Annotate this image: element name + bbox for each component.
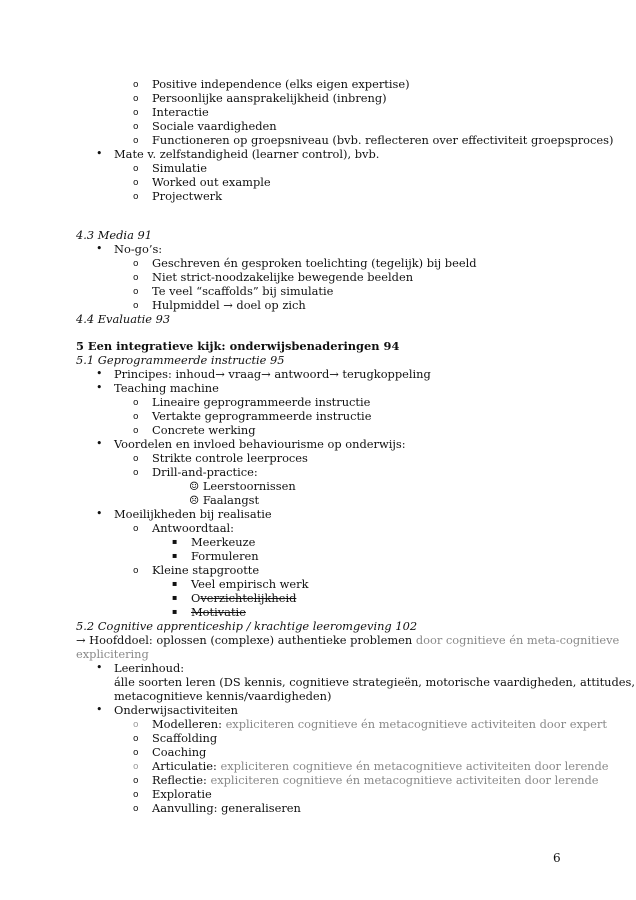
list-item [152, 717, 607, 731]
list-item: Projectwerk [152, 189, 223, 203]
dot-bullet: • [96, 437, 103, 450]
section-heading: 4.3 Media 91 [76, 228, 152, 242]
list-item: Sociale vaardigheden [152, 119, 277, 133]
grey-text: expliciteren cognitieve én metacognitieve activiteiten door expert [225, 717, 607, 731]
list-item: Scaffolding [152, 731, 218, 745]
list-item: Concrete werking [152, 423, 256, 437]
list-item: Moeilijkheden bij realisatie [114, 507, 272, 521]
list-item-label: Articulatie: [152, 759, 221, 773]
list-item: Kleine stapgrootte [152, 563, 260, 577]
list-item: Persoonlijke aansprakelijkheid (inbreng) [152, 91, 387, 105]
circle-bullet: o [133, 524, 139, 534]
list-item: Te veel “scaffolds” bij simulatie [152, 284, 334, 298]
list-item: Niet strict-noodzakelijke bewegende beelden [152, 270, 414, 284]
circle-bullet: o [133, 192, 139, 202]
grey-text: door cognitieve én meta-cognitieve [415, 633, 620, 647]
strikethrough-text: verzichtelijkheid [200, 591, 297, 605]
paragraph [76, 633, 619, 647]
square-bullet: ▪ [172, 593, 178, 602]
circle-bullet: o [133, 108, 139, 118]
circle-bullet: o [133, 122, 139, 132]
list-item: Veel empirisch werk [191, 577, 309, 591]
circle-bullet: o [133, 301, 139, 311]
circle-bullet: o [133, 136, 139, 146]
dot-bullet: • [96, 661, 103, 674]
grey-text: expliciteren cognitieve én metacognitieve activiteiten door lerende [210, 773, 599, 787]
circle-bullet: o [133, 468, 139, 478]
list-item: metacognitieve kennis/vaardigheden) [114, 689, 332, 703]
square-bullet: ▪ [172, 537, 178, 546]
dot-bullet: • [96, 367, 103, 380]
circle-bullet: o [133, 80, 139, 90]
circle-bullet: o [133, 720, 139, 730]
list-item-label: Reflectie: [152, 773, 211, 787]
circle-bullet: o [133, 412, 139, 422]
grey-text: explicitering [76, 647, 149, 661]
list-item: Voordelen en invloed behaviourisme op onderwijs: [114, 437, 406, 451]
list-item [152, 773, 599, 787]
list-item: ☹ Faalangst [189, 493, 260, 507]
list-item: Geschreven én gesproken toelichting (tegelijk) bij beeld [152, 256, 477, 270]
circle-bullet: o [133, 178, 139, 188]
section-heading: 5.1 Geprogrammeerde instructie 95 [76, 353, 285, 367]
list-item: Simulatie [152, 161, 207, 175]
list-item: Hulpmiddel → doel op zich [152, 298, 306, 312]
paragraph-text: → Hoofddoel: oplossen (complexe) authentieke problemen [76, 633, 416, 647]
list-item: Functioneren op groepsniveau (bvb. reflecteren over effectiviteit groepsproces) [152, 133, 614, 147]
list-item [191, 591, 296, 605]
list-item: Principes: inhoud→ vraag→ antwoord→ terugkoppeling [114, 367, 431, 381]
list-item: ☺ Leerstoornissen [189, 479, 296, 493]
page-number: 6 [553, 851, 561, 865]
list-item: Vertakte geprogrammeerde instructie [152, 409, 372, 423]
list-item: Onderwijsactiviteiten [114, 703, 239, 717]
list-item: No-go’s: [114, 242, 163, 256]
list-item: Coaching [152, 745, 207, 759]
list-item-label: Modelleren: [152, 717, 226, 731]
list-item: Meerkeuze [191, 535, 256, 549]
dot-bullet: • [96, 703, 103, 716]
circle-bullet: o [133, 734, 139, 744]
list-item: álle soorten leren (DS kennis, cognitieve strategieën, motorische vaardigheden, attitudes, [114, 675, 636, 689]
list-item: Drill-and-practice: [152, 465, 258, 479]
list-item: Interactie [152, 105, 209, 119]
circle-bullet: o [133, 776, 139, 786]
list-item: Teaching machine [114, 381, 219, 395]
section-heading: 4.4 Evaluatie 93 [76, 312, 171, 326]
circle-bullet: o [133, 566, 139, 576]
circle-bullet: o [133, 748, 139, 758]
list-item [152, 759, 609, 773]
list-item: Worked out example [152, 175, 271, 189]
list-item-first-letter: O [191, 591, 201, 605]
list-item: Mate v. zelfstandigheid (learner control), bvb. [114, 147, 380, 161]
circle-bullet: o [133, 273, 139, 283]
circle-bullet: o [133, 454, 139, 464]
chapter-heading: 5 Een integratieve kijk: onderwijsbenaderingen 94 [76, 339, 400, 353]
square-bullet: ▪ [172, 551, 178, 560]
square-bullet: ▪ [172, 607, 178, 616]
circle-bullet: o [133, 790, 139, 800]
circle-bullet: o [133, 164, 139, 174]
list-item: Strikte controle leerproces [152, 451, 308, 465]
section-heading: 5.2 Cognitive apprenticeship / krachtige leeromgeving 102 [76, 619, 418, 633]
list-item: Positive independence (elks eigen expertise) [152, 77, 410, 91]
circle-bullet: o [133, 287, 139, 297]
list-item: Leerinhoud: [114, 661, 185, 675]
square-bullet: ▪ [172, 579, 178, 588]
list-item: Exploratie [152, 787, 212, 801]
list-item: Formuleren [191, 549, 259, 563]
grey-text: expliciteren cognitieve én metacognitieve activiteiten door lerende [220, 759, 609, 773]
dot-bullet: • [96, 242, 103, 255]
list-item: Lineaire geprogrammeerde instructie [152, 395, 371, 409]
strikethrough-text: Motivatie [191, 605, 246, 619]
list-item: Aanvulling: generaliseren [152, 801, 301, 815]
circle-bullet: o [133, 398, 139, 408]
circle-bullet: o [133, 762, 139, 772]
circle-bullet: o [133, 94, 139, 104]
dot-bullet: • [96, 147, 103, 160]
circle-bullet: o [133, 259, 139, 269]
dot-bullet: • [96, 381, 103, 394]
list-item: Antwoordtaal: [152, 521, 234, 535]
circle-bullet: o [133, 426, 139, 436]
circle-bullet: o [133, 804, 139, 814]
dot-bullet: • [96, 507, 103, 520]
